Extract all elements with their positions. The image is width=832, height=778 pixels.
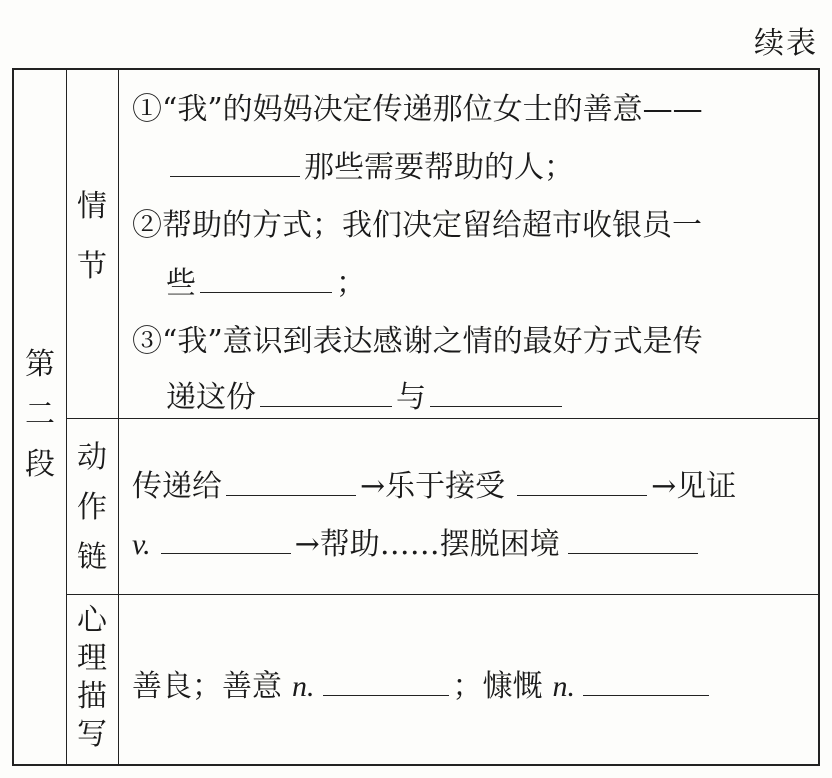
psychology-label-cell xyxy=(66,595,119,765)
action-line-1 xyxy=(132,461,736,505)
fill-blank[interactable] xyxy=(323,694,449,696)
fill-blank[interactable] xyxy=(226,494,356,496)
row-action-chain xyxy=(66,418,818,595)
plot-text-6a: 递这份 xyxy=(166,380,256,415)
row-plot xyxy=(66,70,818,418)
section-char-3: 段 xyxy=(25,447,55,482)
pos-label: n. xyxy=(552,670,575,703)
circle-number: ② xyxy=(132,208,162,243)
fill-blank[interactable] xyxy=(568,552,698,554)
psychology-label-char-1: 心 xyxy=(77,603,107,638)
plot-text-4a: 些 xyxy=(166,266,196,301)
plot-line-5 xyxy=(132,316,703,360)
action-text-1: 传递给 xyxy=(132,469,222,504)
pos-label: n. xyxy=(292,670,315,703)
plot-label-char-1: 情 xyxy=(77,189,107,224)
fill-blank[interactable] xyxy=(161,552,291,554)
psychology-label-char-3: 描 xyxy=(77,679,107,714)
circle-number: ③ xyxy=(132,324,162,359)
plot-text-1: “我”的妈妈决定传递那位女士的善意—— xyxy=(162,92,703,127)
caption: 续表 xyxy=(754,26,818,61)
plot-text-2: 那些需要帮助的人； xyxy=(304,150,574,185)
plot-label-cell xyxy=(66,70,119,418)
pos-label: v. xyxy=(132,528,151,561)
plot-label-char-2: 节 xyxy=(77,249,107,284)
fill-blank[interactable] xyxy=(260,405,392,407)
fill-blank[interactable] xyxy=(517,494,647,496)
fill-blank[interactable] xyxy=(170,175,300,177)
worksheet-table xyxy=(12,68,820,766)
psychology-label-char-2: 理 xyxy=(77,641,107,676)
plot-line-3 xyxy=(132,200,702,244)
circle-number: ① xyxy=(132,92,162,127)
action-text-3: →见证 xyxy=(651,469,737,504)
plot-text-5: “我”意识到表达感谢之情的最好方式是传 xyxy=(162,324,703,359)
plot-line-6 xyxy=(166,372,566,416)
row-psychology xyxy=(66,594,818,765)
action-label-char-1: 动 xyxy=(77,440,107,475)
fill-blank[interactable] xyxy=(200,291,332,293)
fill-blank[interactable] xyxy=(430,405,562,407)
action-text-2: →乐于接受 xyxy=(360,469,506,504)
section-char-2: 二 xyxy=(25,397,55,432)
plot-text-6b: 与 xyxy=(396,380,426,415)
action-line-2 xyxy=(132,519,702,563)
psych-text-1: 善良；善意 xyxy=(132,669,282,704)
action-text-4: →帮助……摆脱困境 xyxy=(294,527,560,562)
psych-text-2: ；慷慨 xyxy=(452,669,543,704)
action-label-char-2: 作 xyxy=(77,490,107,525)
section-char-1: 第 xyxy=(25,347,55,382)
psychology-line xyxy=(132,661,713,705)
plot-line-1 xyxy=(132,84,703,128)
action-label-char-3: 链 xyxy=(77,540,107,575)
action-label-cell xyxy=(66,419,119,595)
fill-blank[interactable] xyxy=(583,694,709,696)
plot-text-4b: ； xyxy=(336,266,366,301)
plot-line-4 xyxy=(166,258,366,302)
plot-text-3: 帮助的方式；我们决定留给超市收银员一 xyxy=(162,208,702,243)
plot-line-2 xyxy=(166,142,574,186)
section-column xyxy=(14,70,67,764)
psychology-label-char-4: 写 xyxy=(77,717,107,752)
